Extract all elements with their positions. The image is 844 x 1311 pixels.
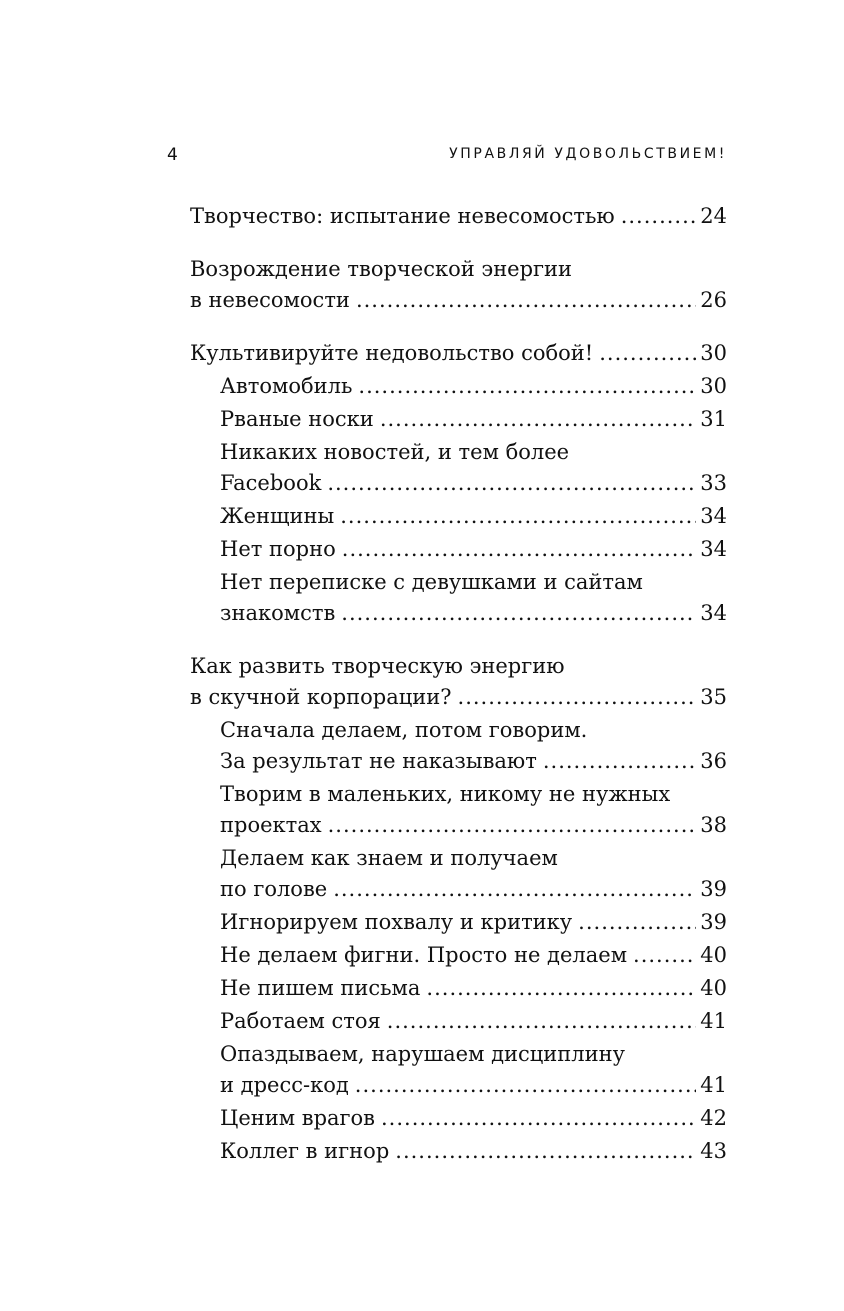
toc-page-number: 38 xyxy=(700,813,727,837)
toc-entry-title: Не делаем фигни. Просто не делаем xyxy=(220,943,628,967)
toc-entry-line xyxy=(220,501,727,532)
toc-entry-line xyxy=(220,468,727,499)
toc-section-entry xyxy=(220,779,727,841)
toc-entry-line xyxy=(190,285,727,316)
toc-entry-line xyxy=(220,940,727,971)
toc-page-number: 40 xyxy=(700,976,727,1000)
toc-section-entry xyxy=(220,843,727,905)
toc-section-entry xyxy=(220,940,727,971)
toc-entry-title: в невесомости xyxy=(190,288,350,312)
dot-leader xyxy=(380,404,696,435)
toc-page-number: 30 xyxy=(700,374,727,398)
running-head xyxy=(167,145,727,169)
table-of-contents xyxy=(190,201,727,1169)
dot-leader xyxy=(633,940,696,971)
toc-entry-title: Нет порно xyxy=(220,537,336,561)
toc-entry-line xyxy=(220,973,727,1004)
toc-section-entry xyxy=(220,1136,727,1167)
toc-entry-line xyxy=(220,907,727,938)
dot-leader xyxy=(381,1103,696,1134)
dot-leader xyxy=(395,1136,696,1167)
toc-section-entry xyxy=(220,907,727,938)
toc-page-number: 35 xyxy=(700,685,727,709)
toc-entry-title: Не пишем письма xyxy=(220,976,421,1000)
toc-entry-title: Творчество: испытание невесомостью xyxy=(190,204,615,228)
toc-page-number: 26 xyxy=(700,288,727,312)
toc-entry-line xyxy=(220,746,727,777)
dot-leader xyxy=(358,371,696,402)
dot-leader xyxy=(355,1070,696,1101)
toc-entry-title: За результат не наказывают xyxy=(220,749,537,773)
dot-leader xyxy=(458,682,697,713)
toc-entry-line xyxy=(220,1136,727,1167)
toc-entry-title-line: Нет переписке с девушками и сайтам xyxy=(220,570,643,594)
toc-section-entry xyxy=(220,1006,727,1037)
toc-entry-title: Женщины xyxy=(220,504,335,528)
toc-entry-title: Автомобиль xyxy=(220,374,353,398)
toc-entry-line xyxy=(220,810,727,841)
toc-entry-title: знакомств xyxy=(220,601,336,625)
toc-chapter-entry xyxy=(190,651,727,713)
dot-leader xyxy=(543,746,696,777)
toc-entry-line xyxy=(220,598,727,629)
toc-entry-line xyxy=(220,534,727,565)
toc-entry-title: Игнорируем похвалу и критику xyxy=(220,910,573,934)
toc-section-entry xyxy=(220,371,727,402)
dot-leader xyxy=(599,338,696,369)
toc-entry-title: Культивируйте недовольство собой! xyxy=(190,341,594,365)
toc-page-number: 34 xyxy=(700,537,727,561)
dot-leader xyxy=(328,810,697,841)
toc-page-number: 43 xyxy=(700,1139,727,1163)
dot-leader xyxy=(387,1006,696,1037)
toc-page-number: 33 xyxy=(700,471,727,495)
toc-section-entry xyxy=(220,501,727,532)
toc-entry-title: Facebook xyxy=(220,471,322,495)
toc-page-number: 39 xyxy=(700,877,727,901)
toc-section-entry xyxy=(220,534,727,565)
dot-leader xyxy=(340,501,696,532)
toc-page-number: 41 xyxy=(700,1009,727,1033)
toc-entry-title-line: Никаких новостей, и тем более xyxy=(220,440,570,464)
dot-leader xyxy=(356,285,696,316)
toc-section-entry xyxy=(220,1039,727,1101)
toc-page-number: 24 xyxy=(700,204,727,228)
toc-chapter-entry xyxy=(190,338,727,369)
toc-entry-title-line: Опаздываем, нарушаем дисциплину xyxy=(220,1042,625,1066)
toc-entry-line xyxy=(220,1006,727,1037)
toc-entry-line xyxy=(220,874,727,905)
toc-section-entry xyxy=(220,437,727,499)
toc-chapter-entry xyxy=(190,201,727,232)
page-number: 4 xyxy=(167,145,178,165)
dot-leader xyxy=(342,534,697,565)
toc-entry-line xyxy=(190,201,727,232)
dot-leader xyxy=(327,468,696,499)
toc-entry-title: в скучной корпорации? xyxy=(190,685,452,709)
toc-entry-line xyxy=(190,682,727,713)
dot-leader xyxy=(333,874,696,905)
toc-entry-title: Работаем стоя xyxy=(220,1009,381,1033)
toc-entry-line xyxy=(220,371,727,402)
toc-entry-line xyxy=(220,1070,727,1101)
toc-page-number: 34 xyxy=(700,504,727,528)
toc-entry-title: проектах xyxy=(220,813,322,837)
toc-section-entry xyxy=(220,715,727,777)
toc-page-number: 31 xyxy=(700,407,727,431)
toc-entry-title-line: Как развить творческую энергию xyxy=(190,654,565,678)
toc-entry-title: Ценим врагов xyxy=(220,1106,375,1130)
dot-leader xyxy=(621,201,697,232)
toc-entry-title: по голове xyxy=(220,877,328,901)
toc-entry-line xyxy=(190,338,727,369)
dot-leader xyxy=(341,598,696,629)
toc-section-entry xyxy=(220,567,727,629)
toc-page-number: 34 xyxy=(700,601,727,625)
toc-section-entry xyxy=(220,1103,727,1134)
toc-section-entry xyxy=(220,973,727,1004)
toc-entry-title-line: Сначала делаем, потом говорим. xyxy=(220,718,588,742)
toc-page-number: 42 xyxy=(700,1106,727,1130)
toc-page-number: 30 xyxy=(700,341,727,365)
dot-leader xyxy=(426,973,696,1004)
toc-entry-title: Рваные носки xyxy=(220,407,374,431)
toc-section-entry xyxy=(220,404,727,435)
toc-entry-line xyxy=(220,1103,727,1134)
toc-entry-line xyxy=(220,404,727,435)
toc-entry-title: Коллег в игнор xyxy=(220,1139,390,1163)
toc-entry-title: и дресс-код xyxy=(220,1073,349,1097)
toc-entry-title-line: Делаем как знаем и получаем xyxy=(220,846,558,870)
toc-page-number: 36 xyxy=(700,749,727,773)
toc-chapter-entry xyxy=(190,254,727,316)
toc-entry-title-line: Возрождение творческой энергии xyxy=(190,257,573,281)
toc-page-number: 39 xyxy=(700,910,727,934)
toc-page-number: 40 xyxy=(700,943,727,967)
book-title: УПРАВЛЯЙ УДОВОЛЬСТВИЕМ! xyxy=(449,146,727,162)
dot-leader xyxy=(578,907,696,938)
toc-entry-title-line: Творим в маленьких, никому не нужных xyxy=(220,782,671,806)
toc-page-number: 41 xyxy=(700,1073,727,1097)
